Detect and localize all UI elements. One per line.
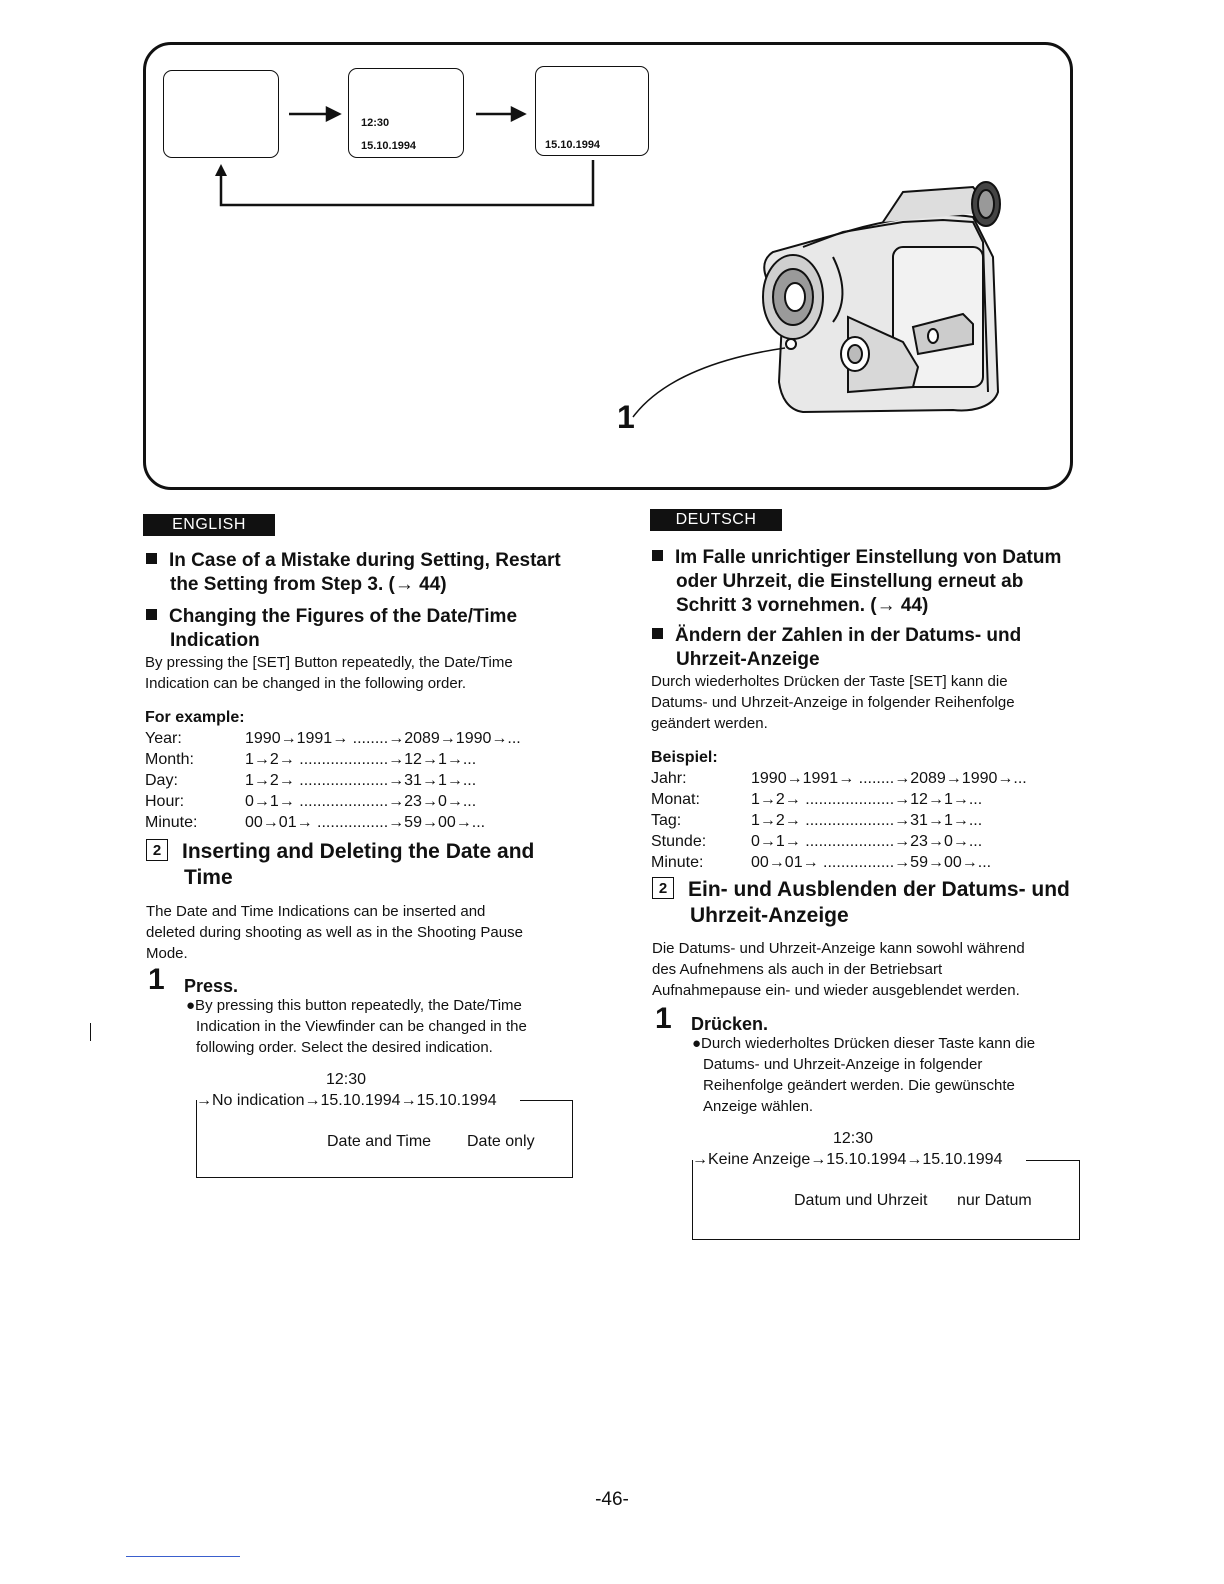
- bullet-square-icon: [146, 553, 157, 564]
- heading-mistake: In Case of a Mistake during Setting, Restart the Setting from Step 3. (→ 44): [146, 549, 576, 597]
- margin-mark: [90, 1023, 91, 1041]
- example-row: Minute: 00→01→ ................→59→00→...: [651, 854, 992, 871]
- illustration-drawing: [143, 42, 1073, 490]
- example-list: [651, 747, 1091, 873]
- callout-number: 1: [617, 399, 635, 435]
- example-row: Monat: 1→2→ ....................→12→1→...: [651, 791, 983, 808]
- footer-link-line: [126, 1556, 240, 1557]
- bullet-square-icon: [652, 550, 663, 561]
- diagram-sequence: →No indication→15.10.1994→15.10.1994: [196, 1092, 497, 1109]
- heading-changing-figures: Changing the Figures of the Date/Time Indication: [146, 605, 576, 653]
- example-label: For example:: [145, 709, 245, 726]
- step-number: 1: [655, 1002, 672, 1035]
- sequence-arrow: [289, 108, 524, 120]
- diagram-label-datum-uhrzeit: Datum und Uhrzeit: [794, 1192, 928, 1209]
- example-row: Hour: 0→1→ ....................→23→0→...: [145, 793, 477, 810]
- example-label: Beispiel:: [651, 749, 718, 766]
- step-number: 1: [148, 963, 165, 996]
- example-row: Tag: 1→2→ ....................→31→1→...: [651, 812, 983, 829]
- example-row: Stunde: 0→1→ ....................→23→0→...: [651, 833, 983, 850]
- section-ein-ausblenden: 2 Ein- und Ausblenden der Datums- und Uhrzeit-Anzeige: [652, 877, 1092, 929]
- return-loop-arrow: [221, 160, 593, 205]
- paragraph-taste-set: Durch wiederholtes Drücken der Taste [SET] kann die Datums- und Uhrzeit-Anzeige in folgender Reihenfolge geändert werden.: [651, 673, 1015, 732]
- screen-date: 15.10.1994: [545, 139, 601, 151]
- paragraph-ein-ausblenden: Die Datums- und Uhrzeit-Anzeige kann sowohl während des Aufnehmens als auch in der Betriebsart Aufnahmepause ein- und wieder ausgeblendet werden.: [652, 940, 1025, 999]
- diagram-time: 12:30: [326, 1071, 367, 1088]
- section-inserting-deleting: 2 Inserting and Deleting the Date and Time: [146, 839, 586, 891]
- diagram-label-date-only: Date only: [467, 1133, 535, 1150]
- example-row: Month: 1→2→ ....................→12→1→...: [145, 751, 477, 768]
- diagram-sequence: →Keine Anzeige→15.10.1994→15.10.1994: [692, 1151, 1003, 1168]
- screen-time: 12:30: [361, 117, 390, 129]
- step-text: ●By pressing this button repeatedly, the Date/Time Indication in the Viewfinder can be changed in the following order. Select the desired indication.: [186, 997, 527, 1056]
- paragraph-insert-delete: The Date and Time Indications can be inserted and deleted during shooting as well as in the Shooting Pause Mode.: [146, 903, 523, 962]
- page-number: -46-: [595, 1489, 629, 1510]
- paragraph-set-button: By pressing the [SET] Button repeatedly, the Date/Time Indication can be changed in the following order.: [145, 654, 513, 692]
- section-tag-english: ENGLISH: [143, 514, 275, 536]
- section-tag-deutsch: DEUTSCH: [650, 509, 782, 531]
- section-number: 2: [652, 877, 674, 899]
- screen-date: 15.10.1994: [361, 140, 417, 152]
- step-text: ●Durch wiederholtes Drücken dieser Taste kann die Datums- und Uhrzeit-Anzeige in folgender Reihenfolge geändert werden. Die gewünschte Anzeige wählen.: [692, 1035, 1036, 1115]
- example-list: [145, 707, 585, 833]
- return-arrow-head: [215, 164, 227, 176]
- bullet-square-icon: [652, 628, 663, 639]
- bullet-square-icon: [146, 609, 157, 620]
- step-title: Press.: [184, 976, 239, 996]
- diagram-label-date-time: Date and Time: [327, 1133, 432, 1150]
- step-title: Drücken.: [691, 1014, 769, 1034]
- example-row: Day: 1→2→ ....................→31→1→...: [145, 772, 477, 789]
- example-row: Year: 1990→1991→ ........→2089→1990→...: [145, 730, 521, 747]
- example-row: Jahr: 1990→1991→ ........→2089→1990→...: [651, 770, 1027, 787]
- camcorder-icon: [633, 182, 1000, 417]
- diagram-label-nur-datum: nur Datum: [957, 1192, 1032, 1209]
- example-row: Minute: 00→01→ ................→59→00→...: [145, 814, 486, 831]
- heading-aendern-zahlen: Ändern der Zahlen in der Datums- und Uhrzeit-Anzeige: [652, 624, 1092, 672]
- diagram-time: 12:30: [833, 1130, 874, 1147]
- heading-falle-unrichtiger: Im Falle unrichtiger Einstellung von Datum oder Uhrzeit, die Einstellung erneut ab Schritt 3 vornehmen. (→ 44): [652, 546, 1092, 618]
- section-number: 2: [146, 839, 168, 861]
